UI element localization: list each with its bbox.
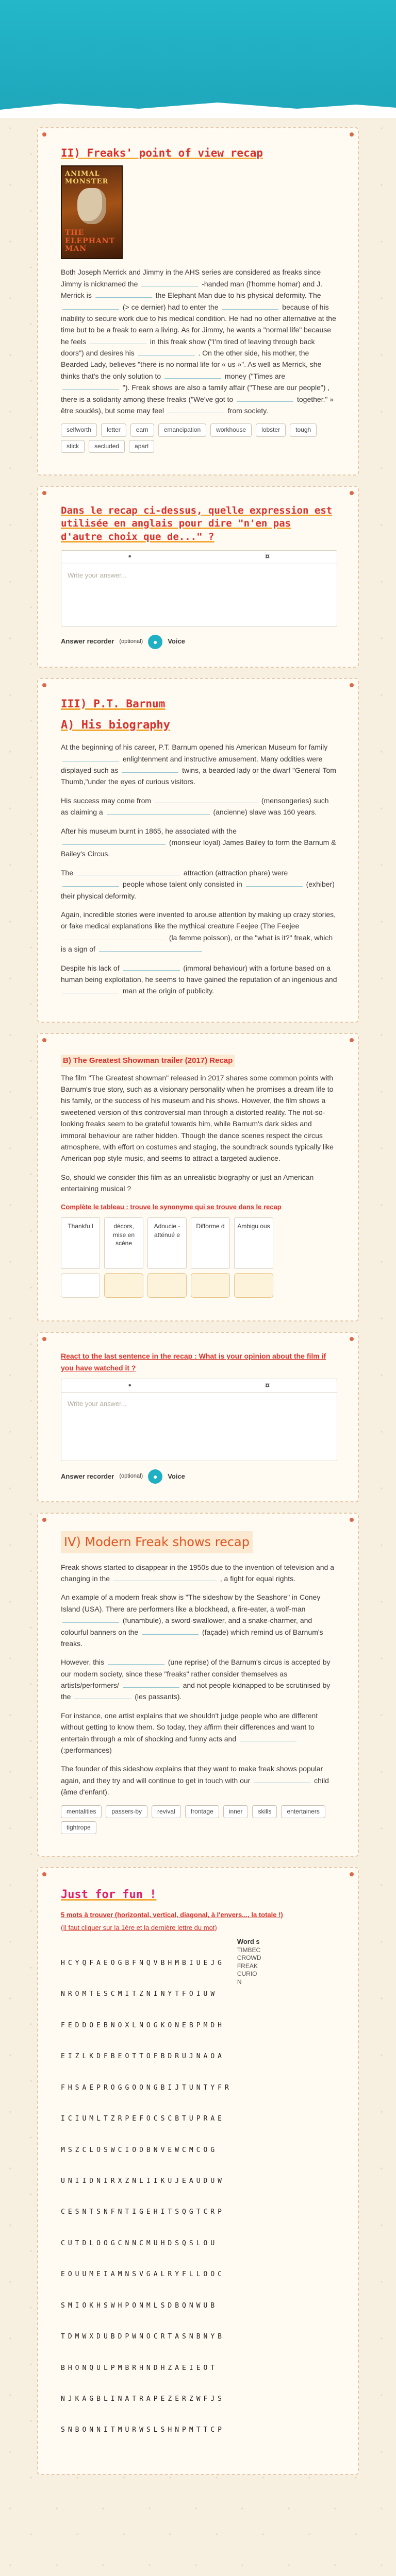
text-segment: (une reprise) of the Barnum's circus is accepted by our modern society, since these "freaks" rather consider themselves as artists/performers/ <box>61 1658 331 1690</box>
word-chip[interactable]: mentalities <box>61 1805 102 1818</box>
section-greatest-showman <box>37 1033 359 1322</box>
recorder-label: Answer recorder <box>61 637 114 646</box>
text-segment: because of his inability to secure work due to his medical condition. He had no other alternative at the time but to be a freak to earn a living. As for Jimmy, he wants a "normal life" because he feels <box>61 302 336 346</box>
recap-paragraph <box>61 1656 337 1703</box>
word-chip[interactable]: earn <box>130 423 154 436</box>
blank[interactable] <box>123 963 180 971</box>
biography-paragraph <box>61 962 337 997</box>
text-segment: Both Joseph Merrick and Jimmy in the AHS series are considered as freaks since Jimmy is nicknamed the <box>61 268 321 288</box>
text-segment: However, this <box>61 1658 105 1667</box>
recorder-label: Answer recorder <box>61 1472 114 1480</box>
section-title: III) P.T. Barnum <box>61 697 166 710</box>
grid-row[interactable]: BHONQULPMBRHNDHZAEIEOT <box>61 2364 218 2372</box>
synonym-word: Ambigu ous <box>234 1217 273 1269</box>
word-chip[interactable]: skills <box>252 1805 277 1818</box>
banner-wave <box>0 97 396 118</box>
word-chip[interactable]: lobster <box>256 423 286 436</box>
synonym-word: Adoucie - atténué e <box>147 1217 187 1269</box>
synonym-word: décors, mise en scène <box>104 1217 143 1269</box>
text-segment: child (âme d'enfant). <box>61 1776 329 1797</box>
blank-2[interactable] <box>95 291 152 298</box>
text-segment: The <box>61 868 74 877</box>
bullet-list-button[interactable]: • <box>128 1381 131 1390</box>
answer-drop-zone[interactable] <box>61 1273 100 1298</box>
text-segment: twins, a bearded lady or the dwarf "General Tom Thumb,"under the eyes of curious visitors. <box>61 766 336 786</box>
word-chip[interactable]: emancipation <box>158 423 206 436</box>
blank[interactable] <box>254 1776 310 1783</box>
elephant-man-poster-image <box>61 165 123 259</box>
word-chip[interactable]: revival <box>152 1805 181 1818</box>
blank-9[interactable] <box>237 395 293 402</box>
blank[interactable] <box>113 1574 217 1581</box>
blank[interactable] <box>99 944 202 952</box>
text-segment: Again, incredible stories were invented to arouse attention by making up crazy stories, or fake medical explanations like the mythical creature Feejee (The Feejee <box>61 910 336 930</box>
blank-4[interactable] <box>222 302 278 310</box>
word-list-heading: Word s <box>237 1937 260 1945</box>
answer-editor <box>61 1379 337 1461</box>
poster-face <box>77 188 106 224</box>
text-segment: At the beginning of his career, P.T. Barnum opened his American Museum for family <box>61 743 328 752</box>
grid-row[interactable]: HCYQFAEOGBFNQVBHMBIUEJG <box>61 1959 225 1968</box>
question-title: React to the last sentence in the recap : What is your opinion about the film if you have watched it ? <box>61 1352 326 1372</box>
blank-7[interactable] <box>164 371 221 379</box>
text-segment: man at the origin of publicity. <box>122 987 214 995</box>
answer-recorder <box>61 635 337 649</box>
word-chip[interactable]: tough <box>290 423 317 436</box>
text-segment: His success may come from <box>61 796 152 805</box>
blank[interactable] <box>62 986 119 993</box>
blank-5[interactable] <box>90 337 146 344</box>
word-chip[interactable]: inner <box>223 1805 249 1818</box>
answer-textarea[interactable]: Write your answer... <box>68 571 127 579</box>
text-segment: people whose talent only consisted in <box>122 880 242 889</box>
text-segment: enlightenment and instructive amusement. Many oddities were displayed such as <box>61 754 323 775</box>
blank[interactable] <box>74 1692 131 1699</box>
instruction-text: 5 mots à trouver (horizontal, vertical, diagonal, à l'envers..., la totale !) <box>61 1911 283 1919</box>
word-chip[interactable]: letter <box>101 423 126 436</box>
synonym-word: Difforme d <box>191 1217 230 1269</box>
section-title: II) Freaks' point of view recap <box>61 147 263 159</box>
recap-paragraph <box>61 1591 337 1649</box>
grid-row[interactable]: MSZCLOSWCIODBNVEWCMCOG <box>61 2146 218 2154</box>
blank[interactable] <box>62 879 119 887</box>
word-chip[interactable]: tightrope <box>61 1821 96 1834</box>
text-segment: Freak shows started to disappear in the 1950s due to the invention of television and a changing in the <box>61 1563 335 1583</box>
word-bank <box>61 1805 337 1834</box>
text-segment: The founder of this sideshow explains that they want to make freak shows popular again, and they try and will continue to get in touch with our <box>61 1765 323 1785</box>
blank-6[interactable] <box>138 348 195 355</box>
blank-3[interactable] <box>62 302 119 310</box>
answer-recorder <box>61 1469 337 1484</box>
word-list-item: CURIO <box>237 1970 257 1978</box>
answer-textarea[interactable]: Write your answer... <box>68 1400 127 1408</box>
blank[interactable] <box>155 796 258 803</box>
grid-row[interactable]: NROMTESCMITZNINYTFOIUW <box>61 1990 218 1998</box>
grid-row[interactable]: FEDDOEBNOXLNOGKONEBPMDH <box>61 2021 225 2029</box>
grid-row[interactable]: UNIIDNIRXZNLIIKUJEAUDUW <box>61 2177 225 2185</box>
poster-top-text: ANIMAL MONSTER <box>65 170 109 185</box>
microphone-icon[interactable]: ● <box>148 1469 162 1484</box>
answer-drop-zone[interactable] <box>147 1273 187 1298</box>
word-list-item: CROWD <box>237 1954 261 1962</box>
biography-paragraph <box>61 825 337 860</box>
text-segment: from society. <box>227 406 269 415</box>
word-chip[interactable]: secluded <box>89 440 125 453</box>
blank[interactable] <box>108 1657 164 1665</box>
question-card-2 <box>37 1332 359 1502</box>
voice-label: Voice <box>168 637 185 646</box>
blank[interactable] <box>62 754 119 761</box>
bullet-list-button[interactable]: • <box>128 552 131 562</box>
blank[interactable] <box>240 1734 296 1741</box>
text-segment: money ("Times are <box>224 371 286 380</box>
synonym-table <box>61 1217 337 1298</box>
text-segment: together." » être soudés), but some may feel <box>61 395 334 415</box>
grid-row[interactable]: FHSAEPROGGOONGBIJTUNTYFR <box>61 2083 232 2092</box>
text-segment: -handed man (l'homme homar) and J. Merrick is <box>61 279 322 300</box>
text-segment: For instance, one artist explains that we shouldn't judge people who are different without getting to know them. So today, they affirm their differences and want to entertain through a mix of shocking and funny acts and <box>61 1711 318 1743</box>
top-banner <box>0 0 396 118</box>
blank[interactable] <box>122 766 178 773</box>
word-bank <box>61 423 337 452</box>
grid-row[interactable]: SNBONNITMURWSLSHNPMTTCP <box>61 2426 225 2434</box>
question-card-1 <box>37 486 359 668</box>
grid-row[interactable]: TDMWXDUBDPWNOCRTASNBNYB <box>61 2333 225 2341</box>
biography-paragraph <box>61 867 337 902</box>
text-segment: Despite his lack of <box>61 963 120 972</box>
text-segment: (façade) which remind us of Barnum's freaks. <box>61 1628 323 1648</box>
grid-row[interactable]: CESNTSNFNTIGEHITSQGTCRP <box>61 2208 225 2216</box>
blank[interactable] <box>62 933 166 940</box>
section-subtitle: A) His biography <box>61 719 170 732</box>
word-list-item: FREAK <box>237 1962 258 1970</box>
text-segment: (immoral behaviour) with a fortune based on a human being exploitation, he seems to have gained the reputation of an ingenious and <box>61 963 337 984</box>
recap-paragraph <box>61 1763 337 1798</box>
grid-row[interactable]: SMIOKHSWHPONMLSDBQNWUB <box>61 2301 218 2310</box>
editor-toolbar <box>61 1379 337 1393</box>
text-segment: After his museum burnt in 1865, he associated with the <box>61 826 237 835</box>
answer-drop-zone[interactable] <box>104 1273 143 1298</box>
answer-drop-zone[interactable] <box>191 1273 230 1298</box>
blank[interactable] <box>62 1616 119 1623</box>
text-segment: An example of a modern freak show is "The sideshow by the Seashore" in Coney Island (USA). There are performers like a blockhead, a fire-eater, a wolf-man <box>61 1593 321 1613</box>
blank[interactable] <box>123 1681 179 1688</box>
biography-paragraph <box>61 795 337 818</box>
voice-label: Voice <box>168 1472 185 1480</box>
table-instruction: Complète le tableau : trouve le synonyme qui se trouve dans le recap <box>61 1202 282 1211</box>
text-segment: (monsieur loyal) James Bailey to form the Barnum & Bailey's Circus. <box>61 838 336 858</box>
word-search-area <box>61 1938 337 2456</box>
section-title: B) The Greatest Showman trailer (2017) Recap <box>61 1055 235 1067</box>
letter-grid[interactable] <box>61 1938 232 2456</box>
game-title: Just for fun ! <box>61 1888 157 1901</box>
section-barnum <box>37 678 359 1023</box>
game-instruction-click: (Il faut cliquer sur la 1ère et la dernière lettre du mot) <box>61 1923 217 1931</box>
word-chip[interactable]: frontage <box>185 1805 219 1818</box>
text-segment: (ancienne) slave was 160 years. <box>213 808 317 817</box>
text-segment: . On the other side, his mother, the Bearded Lady, believes "there is no normal life for « us »". As well as Merrick, she thinks that's the only solution to <box>61 349 322 380</box>
grid-row[interactable]: CUTDLOOGCNNCMUHDSQSLOU <box>61 2239 218 2247</box>
text-segment: attraction (attraction phare) were <box>183 868 288 877</box>
word-chip[interactable]: apart <box>129 440 154 453</box>
poster-bottom-text: THE ELEPHANT MAN <box>65 229 116 253</box>
blank-10[interactable] <box>168 406 224 413</box>
question-title: Dans le recap ci-dessus, quelle expression est utilisée en anglais pour dire "n'en pas d'autre choix que de..." ? <box>61 504 333 543</box>
page-body <box>0 118 396 2576</box>
editor-toolbar <box>61 551 337 564</box>
text-segment: and not people kidnapped to be scrutinised by the <box>61 1681 331 1701</box>
synonym-word: Thankfu l <box>61 1217 100 1269</box>
recap-paragraph: So, should we consider this film as an unrealistic biography or just an American entertaining musical ? <box>61 1173 314 1193</box>
word-chip[interactable]: stick <box>61 440 85 453</box>
text-segment: (> ce dernier) had to enter the <box>122 302 219 311</box>
answer-editor <box>61 550 337 626</box>
text-segment: the Elephant Man due to his physical deformity. The <box>155 291 321 300</box>
blank[interactable] <box>246 879 303 887</box>
format-button[interactable]: ¤ <box>265 1381 270 1390</box>
word-list-item: N <box>237 1978 242 1986</box>
text-segment: (:performances) <box>61 1746 112 1755</box>
recap-paragraph <box>61 266 337 416</box>
grid-row[interactable]: ICIUMLTZRPEFOCSCBTUPRAE <box>61 2115 225 2123</box>
recap-paragraph <box>61 1710 337 1756</box>
blank[interactable] <box>77 868 180 875</box>
biography-paragraph <box>61 741 337 788</box>
blank-8[interactable] <box>62 383 119 390</box>
recap-paragraph <box>61 1562 337 1585</box>
section-freaks-recap <box>37 127 359 476</box>
word-chip[interactable]: selfworth <box>61 423 97 436</box>
game-instruction <box>61 1910 337 1921</box>
biography-paragraph <box>61 909 337 955</box>
text-segment: in this freak show ("I'm tired of leaving through back doors") and desires his <box>61 337 315 358</box>
word-chip[interactable]: entertainers <box>281 1805 325 1818</box>
grid-row[interactable]: EIZLKDFBEOTTOFBDRUJNAOA <box>61 2053 225 2061</box>
section-title: IV) Modern Freak shows recap <box>61 1531 253 1553</box>
format-button[interactable]: ¤ <box>265 552 270 562</box>
text-segment: "). Freak shows are also a family affair ("These are our people") , there is a solidarity among these freaks ("We've got to <box>61 383 330 403</box>
text-segment: (exhiber) their physical deformity. <box>61 880 335 900</box>
word-list <box>237 1938 262 2456</box>
recap-paragraph: The film "The Greatest showman" released in 2017 shares some common points with Barnum's true story, such as a visionary personality when he promises a dream life to his family, or the success of his museum and his shows. However, the film shows a sweetened version of this controversial man through a distorted reality. The not-so-looking freaks seem to be grateful towards him, while Barnum's dark sides and immoral behaviour are rather hidden. Though the dance scenes respect the circus atmosphere, with effort on costumes and staging, the soundtrack sounds typically like American pop style music, and seems to attract a targeted audience. <box>61 1073 334 1163</box>
text-segment: (les passants). <box>135 1692 182 1701</box>
word-list-item: TIMBEC <box>237 1946 261 1954</box>
blank[interactable] <box>107 807 210 815</box>
recorder-optional: (optional) <box>119 638 143 645</box>
answer-drop-zone[interactable] <box>234 1273 273 1298</box>
blank[interactable] <box>142 1628 199 1635</box>
text-segment: , a fight for equal rights. <box>220 1574 296 1583</box>
microphone-icon[interactable]: ● <box>148 635 162 649</box>
grid-row[interactable]: EOUUMEIAMNSVGALRYFLLOOC <box>61 2270 225 2279</box>
word-chip[interactable]: workhouse <box>210 423 252 436</box>
blank-1[interactable] <box>141 279 198 286</box>
recorder-optional: (optional) <box>119 1473 143 1480</box>
grid-row[interactable]: NJKAGBLINATRAPEZERZWFJS <box>61 2395 225 2403</box>
blank[interactable] <box>62 838 166 845</box>
text-segment: (funambule), a sword-swallower, and a snake-charmer, and colourful banners on the <box>61 1616 312 1636</box>
text-segment: (la femme poisson), or the "what is it?" freak, which is a sign of <box>61 933 333 954</box>
text-segment: (mensongeries) such as claiming a <box>61 796 329 817</box>
section-modern-freak-shows <box>37 1513 359 1857</box>
section-word-search <box>37 1867 359 2475</box>
word-chip[interactable]: passers-by <box>106 1805 147 1818</box>
